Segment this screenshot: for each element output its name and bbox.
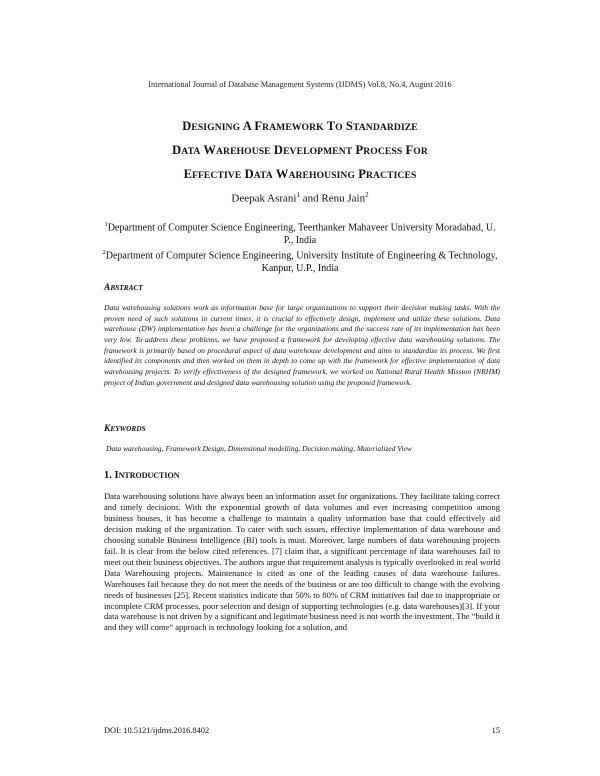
title-word [182,119,240,133]
title-word-rest: ATA [181,146,201,157]
title-word [276,167,355,181]
title-word-initial: D [273,143,284,157]
introduction-text: Data warehousing solutions have always been an information asset for organizations. They facilitate taking correct and timely decisions. With the exponential growth of data volumes and ever increasing competition among business houses, it has become a challenge to maintain a quality information base that could effectively aid decision making of the organization. To cater with such issues, effective implementation of data warehouse and choosing suitable Business Intelligence (BI) tools is must. Moreover, large numbers of data warehousing projects fail. It is clear from the below cited references. [7] claim that, a significant percentage of data warehouses fail to meet out their business objectives. The authors argue that requirement analysis is typically overlooked in real world Data Warehousing projects. Maintenance is cited as one of the leading causes of data warehouse failures. Warehouses fail because they do not meet the needs of the business or are too difficult to change with the evolving needs of businesses [25]. Recent statistics indicate that 50% to 80% of CRM initiatives fail due to inappropriate or incomplete CRM processes, poor selection and design of supporting technologies (e.g. data warehouses)[3]. If your data warehouse is not driven by a significant and legitimate business need is not worth the investment. The “build it and they will come” approach is technology looking for a solution, and [104,491,500,633]
title-line-2 [60,139,540,163]
title-word [274,143,352,157]
keywords-heading [104,424,146,434]
title-word-initial: E [183,167,193,181]
abstract-text: Data warehousing solutions work as information base for large organizations to support their decision making tasks. With the proven need of such solutions in current times, it is crucial to effectively design, implement and utilize these solutions. Data warehouse (DW) implementation has been a challenge for the organizations and the success rate of its implementation has been very low. To address these problems, we have proposed a framework for developing effective data warehousing solutions. The framework is primarily based on procedural aspect of data warehouse development and aims to standardize its process. We first identified its components and then worked on them in depth to come up with the framework for effective implementation of data warehousing projects. To verify effectiveness of the designed framework, we worked on National Rural Health Mission (NRHM) project of Indian government and designed data warehousing solution using the proposed framework. [104,303,500,387]
title-line-3 [60,163,540,187]
title-word-rest: FFECTIVE [192,170,242,181]
footer-doi: DOI: 10.5121/ijdms.2016.8402 [104,726,210,735]
title-word-rest: AREHOUSING [288,170,356,181]
title-word [327,119,343,133]
title-word [358,167,416,181]
title-word [184,167,242,181]
title-word-rest: EVELOPMENT [283,146,353,157]
author-list [0,191,600,205]
title-word [245,167,273,181]
title-word [346,119,418,133]
affiliation-mark: 2 [102,249,106,257]
affiliations [100,219,500,276]
title-word-rest: TANDARDIZE [352,122,418,133]
section-number: 1. [104,470,112,481]
heading-initial: I [114,470,119,481]
heading-rest: NTRODUCTION [118,471,180,480]
title-word-initial: W [275,167,289,181]
heading-rest: EYWORDS [110,424,146,433]
title-word-rest: OR [413,146,428,157]
title-word-rest: ATA [253,170,273,181]
affiliation-2 [100,247,500,275]
heading-initial: K [104,424,111,434]
affiliation-1 [100,219,500,247]
title-word-initial: W [203,143,217,157]
title-word [406,143,428,157]
title-word [172,143,200,157]
keywords-text: Data warehousing, Framework Design, Dimensional modelling, Decision making, Materialized View [106,444,412,453]
title-word [356,143,403,157]
title-word-rest: ESIGNING [191,122,241,133]
author-affiliation-mark: 1 [296,191,300,199]
title-word-initial: D [172,143,182,157]
author-name: Renu Jain [321,192,366,205]
title-word-initial: P [355,143,364,157]
title-word-initial: S [345,119,353,133]
title-word-initial: T [326,119,336,133]
title-word [254,119,323,133]
affiliation-mark: 1 [104,221,108,228]
affiliation-text: Department of Computer Science Engineering, Teerthanker Mahaveer University Moradabad, U. P., India [107,222,496,246]
title-word-rest: RAMEWORK [262,122,324,133]
title-word-rest: RACTICES [366,170,417,181]
author-affiliation-mark: 2 [365,191,369,199]
title-word-initial: F [405,143,414,157]
heading-initial: A [104,283,111,293]
title-word-initial: A [242,119,252,133]
affiliation-text: Department of Computer Science Engineering, University Institute of Engineering & Technology, Kanpur, U.P., India [105,250,498,275]
title-word [203,143,270,157]
title-word-rest: ROCESS [363,146,403,157]
abstract-heading [104,283,143,293]
author-name: Deepak Asrani [231,192,297,205]
heading-rest: BSTRACT [110,283,143,292]
title-line-1 [60,115,540,139]
title-word-initial: D [244,167,254,181]
introduction-heading [104,470,180,481]
title-word-initial: D [182,119,192,133]
title-word [243,119,251,133]
title-word-initial: P [358,167,367,181]
paper-title [60,115,540,187]
title-word-rest: AREHOUSE [216,146,271,157]
page-number: 15 [491,726,500,735]
title-word-rest: O [335,122,343,133]
title-word-initial: F [254,119,263,133]
author-conjunction: and [299,192,322,205]
journal-header: International Journal of Database Management Systems (IJDMS) Vol.8, No.4, August 2016 [148,80,452,89]
